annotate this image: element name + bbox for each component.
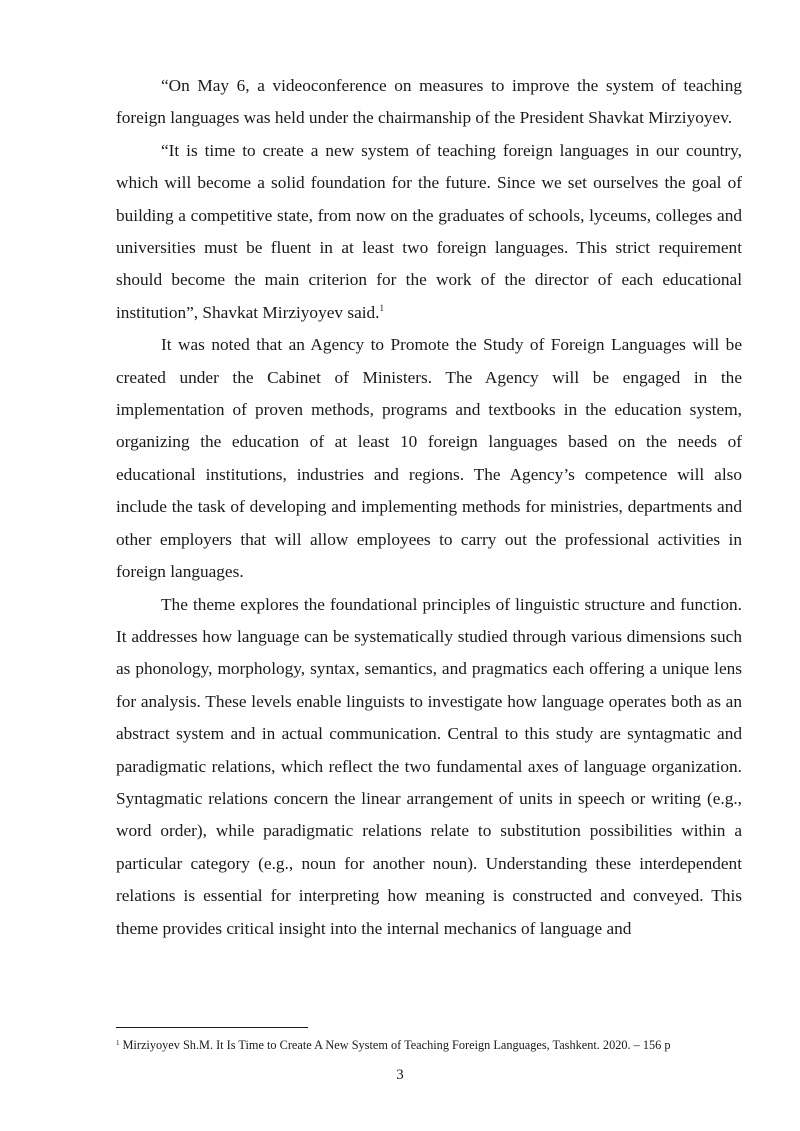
footnote	[116, 1037, 756, 1053]
paragraph-agency: It was noted that an Agency to Promote the Study of Foreign Languages will be created under the Cabinet of Ministers. The Agency will be engaged in the implementation of proven methods, programs and textbooks in the education system, organizing the education of at least 10 foreign languages based on the needs of educational institutions, industries and regions. The Agency’s competence will also include the task of developing and implementing methods for ministries, departments and other employers that will allow employees to carry out the professional activities in foreign languages.	[116, 335, 742, 582]
footnote-reference: 1	[379, 302, 385, 313]
footnote-separator	[116, 1027, 308, 1028]
page-number: 3	[396, 1067, 404, 1083]
paragraph-theme: The theme explores the foundational principles of linguistic structure and function. It addresses how language can be systematically studied through various dimensions such as phonology, morphology, syntax, semantics, and pragmatics each offering a unique lens for analysis. These levels enable linguists to investigate how language operates both as an abstract system and in actual communication. Central to this study are syntagmatic and paradigmatic relations, which reflect the two fundamental axes of language organization. Syntagmatic relations concern the linear arrangement of units in speech or writing (e.g., word order), while paradigmatic relations relate to substitution possibilities within a particular category (e.g., noun for another noun). Understanding these interdependent relations is essential for interpreting how meaning is constructed and conveyed. This theme provides critical insight into the internal mechanics of language and	[116, 594, 742, 938]
paragraph-quote-text: “It is time to create a new system of teaching foreign languages in our country, which will become a solid foundation for the future. Since we set ourselves the goal of building a competitive state, from now on the graduates of schools, lyceums, colleges and universities must be fluent in at least two foreign languages. This strict requirement should become the main criterion for the work of the director of each educational institution”, Shavkat Mirziyoyev said.	[116, 140, 742, 322]
footnote-text: Mirziyoyev Sh.M. It Is Time to Create A New System of Teaching Foreign Languages, Tashkent. 2020. – 156 p	[122, 1038, 671, 1052]
paragraph-quote	[116, 135, 742, 329]
paragraph-videoconference: “On May 6, a videoconference on measures to improve the system of teaching foreign languages was held under the chairmanship of the President Shavkat Mirziyoyev.	[116, 76, 742, 128]
document-body	[116, 70, 742, 945]
footnote-marker: 1	[116, 1039, 120, 1047]
